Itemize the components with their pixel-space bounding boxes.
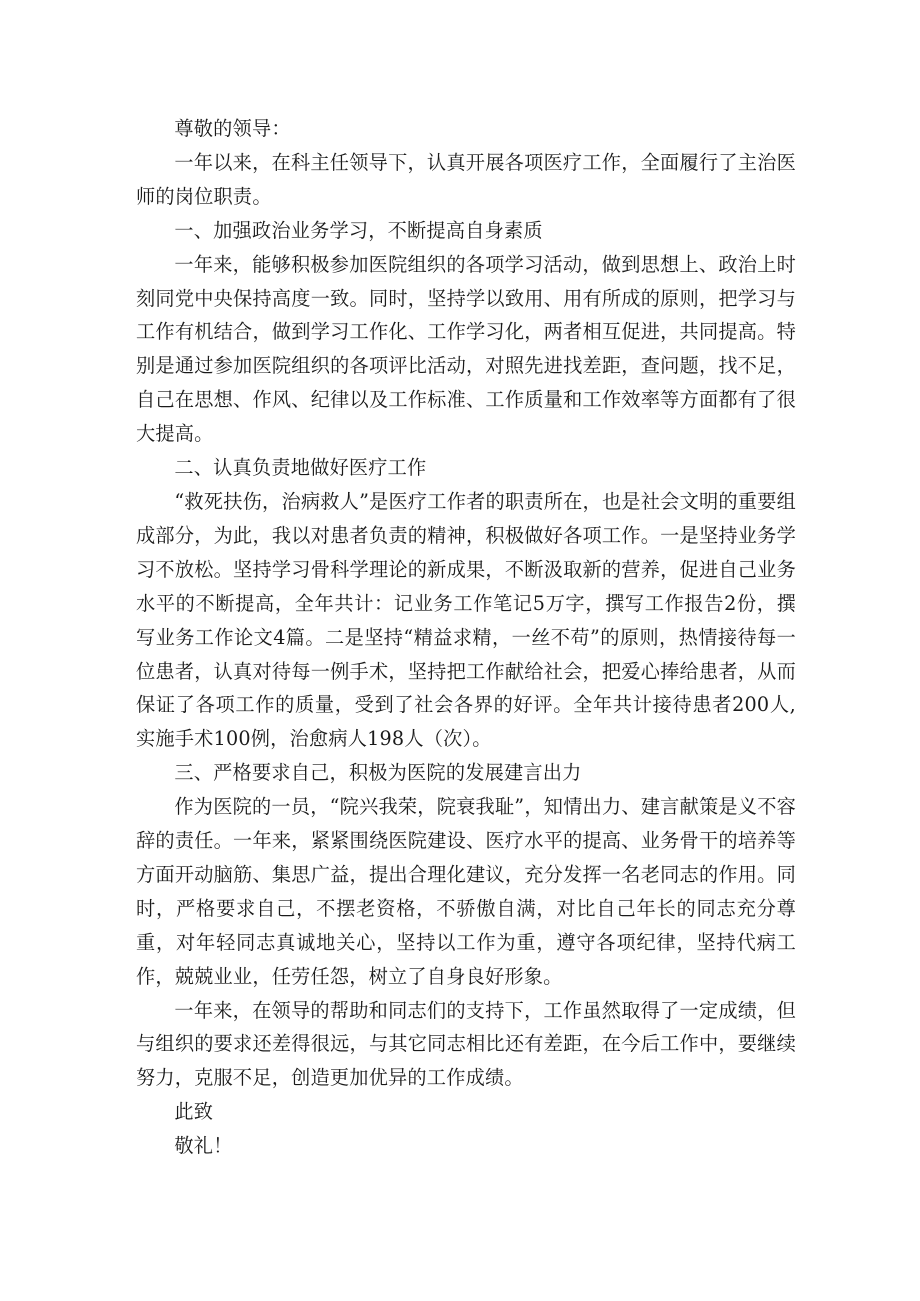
section-2-paragraph: “救死扶伤，治病救人”是医疗工作者的职责所在，也是社会文明的重要组成部分，为此，我以对患者负责的精神，积极做好各项工作。一是坚持业务学习不放松。坚持学习骨科学理论的新成果，不断汲取新的营养，促进自己业务水平的不断提高，全年共计：记业务工作笔记5万字，撰写工作报告2份，撰写业务工作论文4篇。二是坚持“精益求精，一丝不苟”的原则，热情接待每一位患者，认真对待每一例手术，坚持把工作献给社会，把爱心捧给患者，从而保证了各项工作的质量，受到了社会各界的好评。全年共计接待患者200人,实施手术100例，治愈病人198人（次）。	[136, 489, 796, 751]
section-1-heading: 一、加强政治业务学习，不断提高自身素质	[174, 218, 543, 242]
section-3-heading: 三、严格要求自己，积极为医院的发展建言出力	[174, 761, 582, 785]
closing-line-1: 此致	[174, 1100, 214, 1124]
section-2-heading: 二、认真负责地做好医疗工作	[174, 456, 427, 480]
section-1-paragraph: 一年来，能够积极参加医院组织的各项学习活动，做到思想上、政治上时刻同党中央保持高度一致。同时，坚持学以致用、用有所成的原则，把学习与工作有机结合，做到学习工作化、工作学习化，两者相互促进，共同提高。特别是通过参加医院组织的各项评比活动，对照先进找差距，查问题，找不足，自己在思想、作风、纪律以及工作标准、工作质量和工作效率等方面都有了很大提高。	[136, 252, 796, 446]
salutation: 尊敬的领导：	[174, 117, 291, 140]
closing-line-2: 敬礼！	[174, 1134, 233, 1158]
conclusion-paragraph: 一年来，在领导的帮助和同志们的支持下，工作虽然取得了一定成绩，但与组织的要求还差得很远，与其它同志相比还有差距，在今后工作中，要继续努力，克服不足，创造更加优异的工作成绩。	[136, 998, 796, 1090]
intro-paragraph: 一年以来，在科主任领导下，认真开展各项医疗工作，全面履行了主治医师的岗位职责。	[136, 150, 796, 208]
letter-body	[136, 112, 796, 1163]
section-3-paragraph: 作为医院的一员，“院兴我荣，院衰我耻”，知情出力、建言献策是义不容辞的责任。一年来，紧紧围绕医院建设、医疗水平的提高、业务骨干的培养等方面开动脑筋、集思广益，提出合理化建议，充分发挥一名老同志的作用。同时，严格要求自己，不摆老资格，不骄傲自满，对比自己年长的同志充分尊重，对年轻同志真诚地关心，坚持以工作为重，遵守各项纪律，坚持代病工作，兢兢业业，任劳任怨，树立了自身良好形象。	[136, 795, 796, 988]
